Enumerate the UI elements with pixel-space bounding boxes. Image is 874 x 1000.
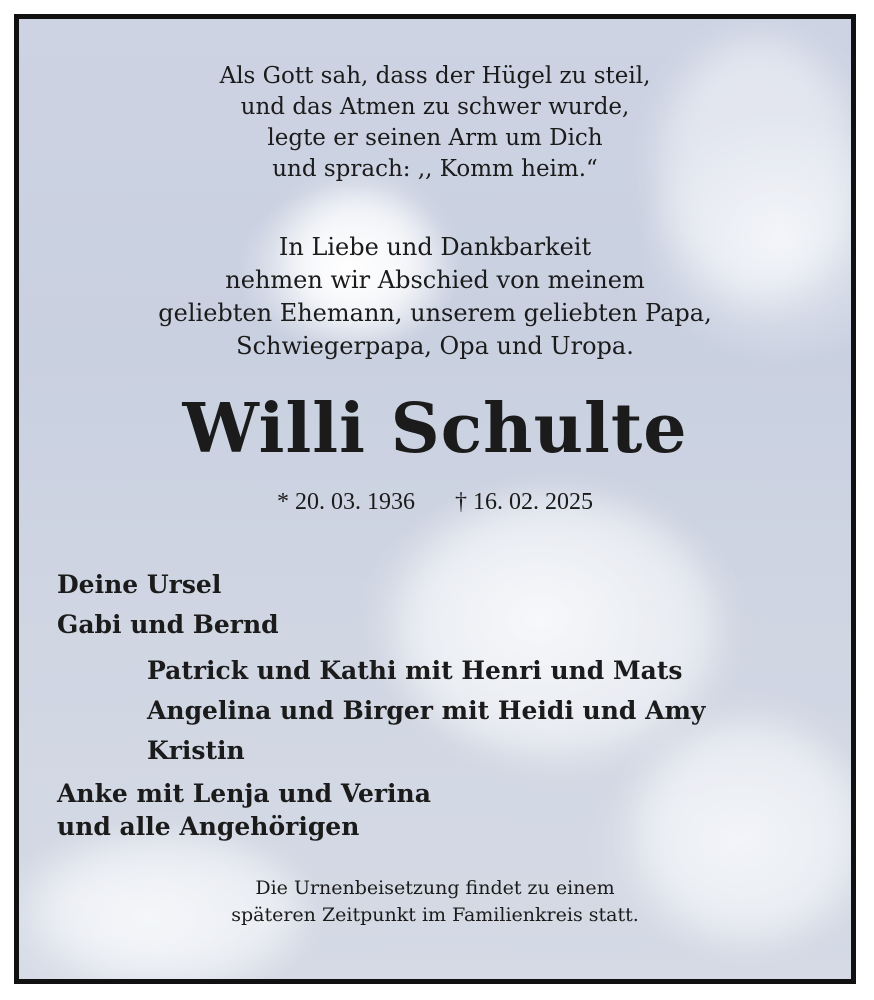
intro-text xyxy=(19,231,851,363)
burial-note xyxy=(19,875,851,929)
intro-line: In Liebe und Dankbarkeit xyxy=(278,233,592,261)
poem-line: und sprach: ,, Komm heim.“ xyxy=(272,156,598,182)
obituary-card xyxy=(14,14,856,984)
intro-line: nehmen wir Abschied von meinem xyxy=(225,266,645,294)
life-dates xyxy=(19,489,851,516)
family-list xyxy=(57,565,705,843)
family-group-2 xyxy=(57,777,705,843)
deceased-name: Willi Schulte xyxy=(182,389,688,469)
intro-line: Schwiegerpapa, Opa und Uropa. xyxy=(236,332,634,360)
death-date: † 16. 02. 2025 xyxy=(455,489,593,515)
family-line: und alle Angehörigen xyxy=(57,812,360,841)
poem-line: und das Atmen zu schwer wurde, xyxy=(240,94,630,120)
family-line: Patrick und Kathi mit Henri und Mats xyxy=(147,656,683,685)
poem-line: Als Gott sah, dass der Hügel zu steil, xyxy=(219,63,651,89)
birth-date: * 20. 03. 1936 xyxy=(277,489,415,515)
family-line: Deine Ursel xyxy=(57,570,222,599)
note-line: Die Urnenbeisetzung findet zu einem xyxy=(255,877,615,899)
family-line: Anke mit Lenja und Verina xyxy=(57,779,431,808)
poem-line: legte er seinen Arm um Dich xyxy=(267,125,603,151)
family-line: Gabi und Bernd xyxy=(57,610,279,639)
family-line: Kristin xyxy=(147,736,245,765)
note-line: späteren Zeitpunkt im Familienkreis statt. xyxy=(231,904,639,926)
poem xyxy=(19,61,851,185)
intro-line: geliebten Ehemann, unserem geliebten Papa, xyxy=(158,299,712,327)
family-line: Angelina und Birger mit Heidi und Amy xyxy=(147,696,706,725)
grandchildren-list xyxy=(147,651,705,771)
